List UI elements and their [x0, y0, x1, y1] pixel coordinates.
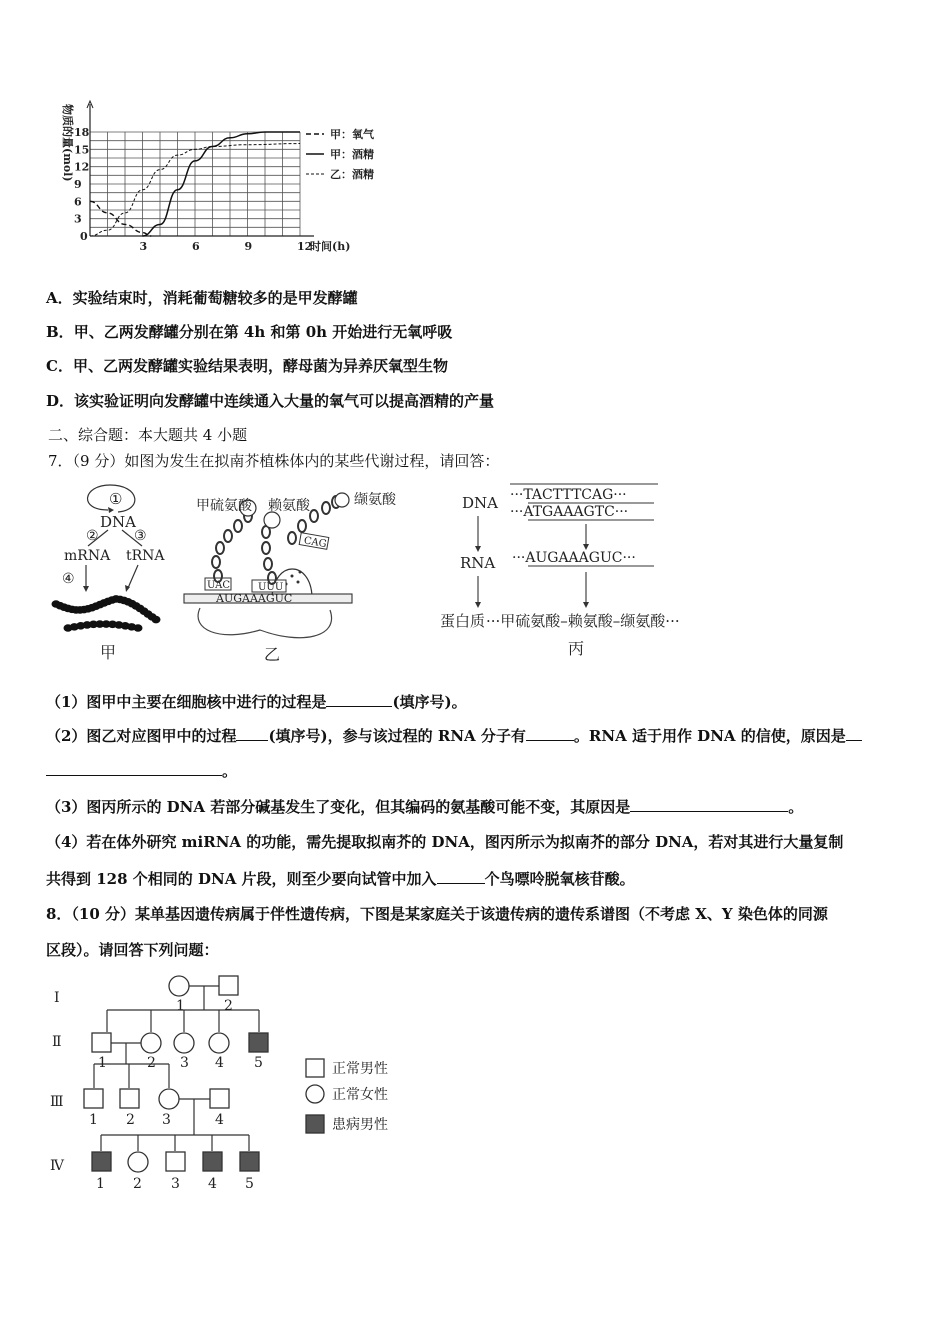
- II-4-female: [209, 1033, 229, 1053]
- legend-normal-female: 正常女性: [332, 1087, 388, 1103]
- yi-aa2: 赖氨酸: [268, 498, 310, 514]
- jia-caption: 甲: [100, 643, 117, 662]
- q7-part2-cont: 。: [46, 760, 237, 781]
- yi-anti2: UUU: [258, 582, 284, 593]
- bing-strand1: ···TACTTTCAG···: [510, 487, 627, 503]
- x-tick-label: 0: [80, 230, 88, 243]
- legend-label: 乙：酒精: [330, 168, 374, 181]
- legend-affected-male: 患病男性: [332, 1117, 388, 1133]
- bing-caption: 丙: [568, 639, 585, 658]
- polypeptide-bead: [134, 624, 143, 632]
- num-I2: 2: [224, 998, 233, 1014]
- answer-blank[interactable]: [437, 869, 485, 884]
- I-1-female: [169, 976, 189, 996]
- q6-option-c: C．甲、乙两发酵罐实验结果表明，酵母菌为异养厌氧型生物: [46, 357, 448, 375]
- num-II4: 4: [215, 1055, 224, 1071]
- polypeptide-bead: [152, 616, 161, 624]
- x-axis-label: 时间(h): [310, 240, 351, 253]
- num-III4: 4: [215, 1112, 224, 1128]
- IV-5-affected-male: [240, 1152, 259, 1171]
- jia-mrna: mRNA: [64, 548, 111, 564]
- x-tick-label: 9: [244, 240, 253, 253]
- IV-2-female: [128, 1152, 148, 1172]
- num-I1: 1: [176, 998, 185, 1014]
- IV-4-affected-male: [203, 1152, 222, 1171]
- chain-link: [310, 510, 318, 522]
- section2-title: 二、综合题：本大题共 4 小题: [48, 426, 248, 444]
- y-tick-label: 12: [74, 160, 90, 174]
- jia-n4: ④: [62, 571, 75, 587]
- pedigree-chart: [44, 970, 424, 1210]
- num-IV3: 3: [171, 1176, 180, 1192]
- num-III1: 1: [89, 1112, 98, 1128]
- q7-stem: 7．（9 分）如图为发生在拟南芥植株体内的某些代谢过程，请回答：: [48, 452, 500, 470]
- chain-link: [322, 502, 330, 514]
- q7-part1: （1）图甲中主要在细胞核中进行的过程是 (填序号)。: [46, 693, 467, 711]
- yi-caption: 乙: [264, 645, 281, 664]
- bing-strand2: ···ATGAAAGTC···: [510, 504, 629, 520]
- answer-blank[interactable]: [846, 726, 862, 741]
- yi-anti3: CAG: [302, 535, 328, 551]
- yi-anti1: UAC: [207, 580, 230, 591]
- x-tick-label: 6: [192, 240, 200, 253]
- II-1-male: [92, 1033, 111, 1052]
- jia-trna: tRNA: [126, 548, 165, 564]
- num-II3: 3: [180, 1055, 189, 1071]
- III-3-female: [159, 1089, 179, 1109]
- yi-mrna: AUGAAAGUC: [216, 592, 293, 605]
- q7-part4: （4）若在体外研究 miRNA 的功能，需先提取拟南芥的 DNA，图丙所示为拟南芥的部分 DNA，若对其进行大量复制: [46, 833, 844, 851]
- IV-3-male: [166, 1152, 185, 1171]
- chain-link: [216, 542, 224, 554]
- q7-part2: （2）图乙对应图甲中的过程 (填序号)，参与该过程的 RNA 分子有 。RNA 适于用作 DNA 的信使，原因是: [46, 725, 862, 746]
- answer-blank[interactable]: [526, 726, 574, 741]
- q8-stem-line1: 8．（10 分）某单基因遗传病属于伴性遗传病，下图是某家庭关于该遗传病的遗传系谱图（不考虑 X、Y 染色体的同源: [46, 905, 828, 923]
- y-tick-label: 18: [74, 126, 90, 139]
- chain-link: [224, 530, 232, 542]
- figure-bing: [436, 480, 736, 665]
- II-2-female: [141, 1033, 161, 1053]
- II-3-female: [174, 1033, 194, 1053]
- legend-label: 甲：酒精: [330, 148, 374, 161]
- x-tick-label: 12: [297, 240, 313, 253]
- y-tick-label: 3: [74, 212, 82, 226]
- yi-aa1: 甲硫氨酸: [196, 498, 252, 514]
- chain-link: [234, 520, 242, 532]
- jia-n2: ②: [86, 528, 99, 544]
- q6-option-d: D．该实验证明向发酵罐中连续通入大量的氧气可以提高酒精的产量: [46, 392, 495, 410]
- chain-link: [264, 558, 272, 570]
- I-2-male: [219, 976, 238, 995]
- bing-peptide: ···甲硫氨酸–赖氨酸–缬氨酸···: [486, 612, 680, 630]
- line-chart: [44, 98, 374, 258]
- num-IV5: 5: [245, 1176, 254, 1192]
- num-IV4: 4: [208, 1176, 217, 1192]
- IV-1-affected-male: [92, 1152, 111, 1171]
- chain-link: [298, 520, 306, 532]
- gen-IV: Ⅳ: [50, 1158, 64, 1174]
- num-II1: 1: [98, 1055, 107, 1071]
- q8-stem-line2: 区段）。请回答下列问题：: [46, 941, 219, 959]
- y-tick-label: 15: [74, 143, 90, 157]
- legend-normal-male-icon: [306, 1059, 324, 1077]
- num-III3: 3: [162, 1112, 171, 1128]
- answer-blank[interactable]: [236, 726, 268, 741]
- answer-blank[interactable]: [326, 692, 392, 707]
- x-tick-label: 3: [139, 240, 148, 253]
- legend-label: 甲：氧气: [330, 128, 374, 141]
- III-4-male: [210, 1089, 229, 1108]
- chain-link: [212, 556, 220, 568]
- y-tick-label: 9: [74, 178, 82, 191]
- bing-rna: RNA: [460, 554, 496, 572]
- num-IV1: 1: [96, 1176, 105, 1192]
- y-tick-label: 6: [74, 195, 82, 209]
- II-5-affected-male: [249, 1033, 268, 1052]
- III-2-male: [120, 1089, 139, 1108]
- q7-part3: （3）图丙所示的 DNA 若部分碱基发生了变化，但其编码的氨基酸可能不变，其原因是 。: [46, 798, 804, 816]
- q6-option-a: A．实验结束时，消耗葡萄糖较多的是甲发酵罐: [46, 289, 358, 307]
- q7-part4-cont: 共得到 128 个相同的 DNA 片段，则至少要向试管中加入 个鸟嘌呤脱氧核苷酸。: [46, 870, 635, 888]
- legend-affected-male-icon: [306, 1115, 324, 1133]
- jia-n3: ③: [134, 528, 147, 544]
- gen-III: Ⅲ: [50, 1094, 64, 1110]
- bing-dna: DNA: [462, 494, 498, 512]
- gen-II: Ⅱ: [52, 1034, 62, 1050]
- num-III2: 2: [126, 1112, 135, 1128]
- gen-I: Ⅰ: [54, 990, 60, 1006]
- num-II2: 2: [147, 1055, 156, 1071]
- jia-n1: ①: [109, 490, 123, 508]
- figure-jia: [48, 480, 178, 665]
- yi-aa3: 缬氨酸: [354, 492, 396, 508]
- jia-dna: DNA: [100, 513, 136, 531]
- legend-normal-female-icon: [306, 1085, 324, 1103]
- num-II5: 5: [254, 1055, 263, 1071]
- bing-rna-seq: ···AUGAAAGUC···: [512, 550, 636, 566]
- num-IV2: 2: [133, 1176, 142, 1192]
- bing-protein: 蛋白质: [440, 612, 486, 630]
- chain-link: [288, 532, 296, 544]
- III-1-male: [84, 1089, 103, 1108]
- chain-link: [262, 542, 270, 554]
- q6-option-b: B．甲、乙两发酵罐分别在第 4h 和第 0h 开始进行无氧呼吸: [46, 323, 453, 341]
- chart-ylabel: 物质的量(mol): [61, 104, 74, 182]
- legend-normal-male: 正常男性: [332, 1061, 388, 1077]
- answer-blank[interactable]: [46, 761, 222, 776]
- figure-yi: [180, 480, 430, 665]
- answer-blank[interactable]: [630, 797, 788, 812]
